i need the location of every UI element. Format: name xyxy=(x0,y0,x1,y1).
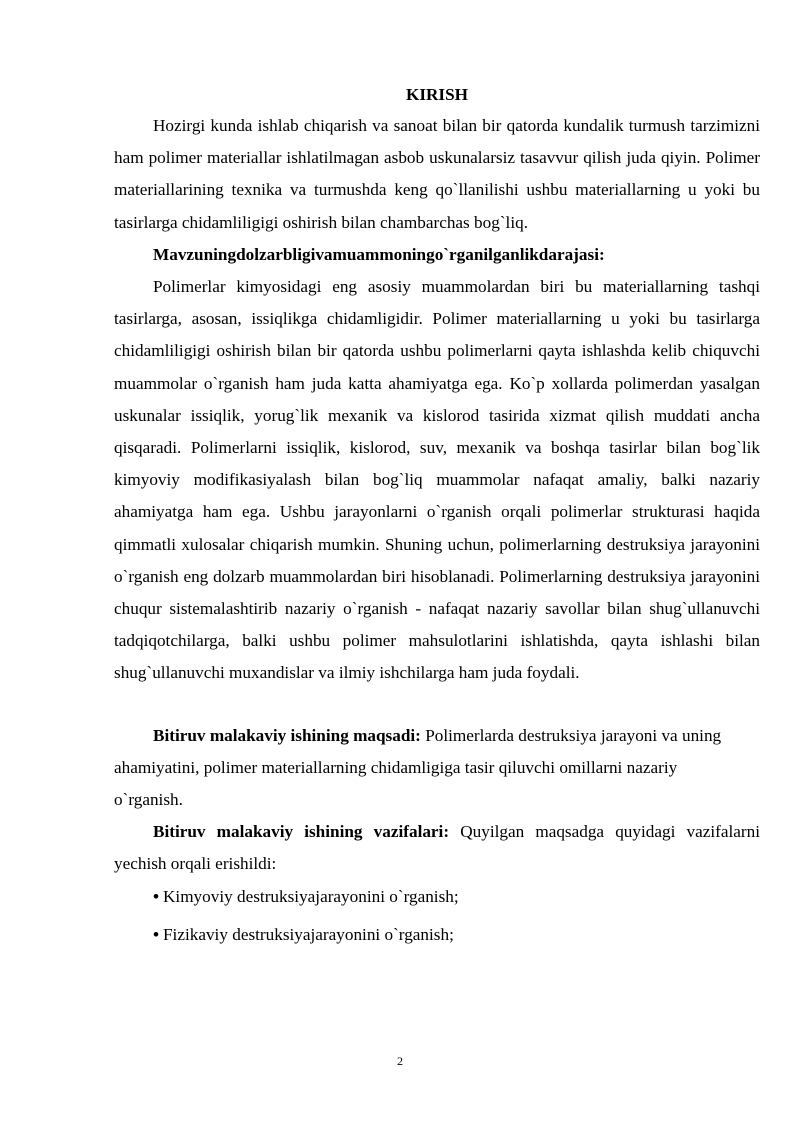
paragraph-gap xyxy=(114,690,760,720)
goal-text: Polimerlarda destruksiya jarayoni va uning ahamiyatini, polimer materiallarning chidamligiga tasir qiluvchi omillarni nazariy o`rganish. xyxy=(114,725,722,810)
list-item xyxy=(153,919,760,951)
goal-label: Bitiruv malakaviy ishining maqsadi: xyxy=(153,725,421,745)
tasks-text: Quyilgan maqsadga quyidagi vazifalarni yechish orqali erishildi: xyxy=(114,822,760,874)
tasks-paragraph xyxy=(114,816,760,880)
relevance-heading: Mavzuningdolzarbligivamuammoningo`rganilganlikdarajasi: xyxy=(153,244,605,264)
bullet-icon: • xyxy=(153,886,160,906)
list-item-text: Kimyoviy destruksiyajarayonini o`rganish; xyxy=(163,886,459,906)
page-number: 2 xyxy=(397,1054,403,1068)
tasks-label: Bitiruv malakaviy ishining vazifalari: xyxy=(153,822,450,842)
intro-paragraph: Hozirgi kunda ishlab chiqarish va sanoat bilan bir qatorda kundalik turmush tarzimizni ham polimer materiallar ishlatilmagan asbob uskunalarsiz tasavvur qilish juda qiyin. Polimer materiallarining texnika va turmushda keng qo`llanilishi ushbu materiallarning u yoki bu tasirlarga chidamliligigi oshirish bilan chambarchas bog`liq. xyxy=(114,116,760,232)
goal-paragraph xyxy=(114,720,728,817)
document-page xyxy=(114,80,760,957)
list-item xyxy=(153,881,760,913)
bullet-icon: • xyxy=(153,924,160,944)
document-title: KIRISH xyxy=(405,85,469,104)
list-item-text: Fizikaviy destruksiyajarayonini o`rganish; xyxy=(163,924,454,944)
relevance-paragraph: Polimerlar kimyosidagi eng asosiy muammolardan biri bu materiallarning tashqi tasirlarga, asosan, issiqlikga chidamligidir. Polimer materiallarning u yoki bu tasirlarga chidamliligigi oshirish bilan bir qatorda ushbu polimerlarni qayta ishlashda kelib chiquvchi muammolar o`rganish ham juda katta ahamiyatga ega. Ko`p xollarda polimerdan yasalgan uskunalar issiqlik, yorug`lik mexanik va kislorod tasirida xizmat qilish muddati ancha qisqaradi. Polimerlarni issiqlik, kislorod, suv, mexanik va boshqa tasirlar bilan bog`lik kimyoviy modifikasiyalash bilan bog`liq muammolar nafaqat amaliy, balki nazariy ahamiyatga ham ega. Ushbu jarayonlarni o`rganish orqali polimerlar strukturasi haqida qimmatli xulosalar chiqarish mumkin. Shuning uchun, polimerlarning destruksiya jarayonini o`rganish eng dolzarb muammolardan biri hisoblanadi. Polimerlarning destruksiya jarayonini chuqur sistemalashtirib nazariy o`rganish - nafaqat nazariy savollar bilan shug`ullanuvchi tadqiqotchilarga, balki ushbu polimer mahsulotlarini ishlatishda, qayta ishlashi bilan shug`ullanuvchi muxandislar va ilmiy ishchilarga ham juda foydali. xyxy=(114,277,760,683)
